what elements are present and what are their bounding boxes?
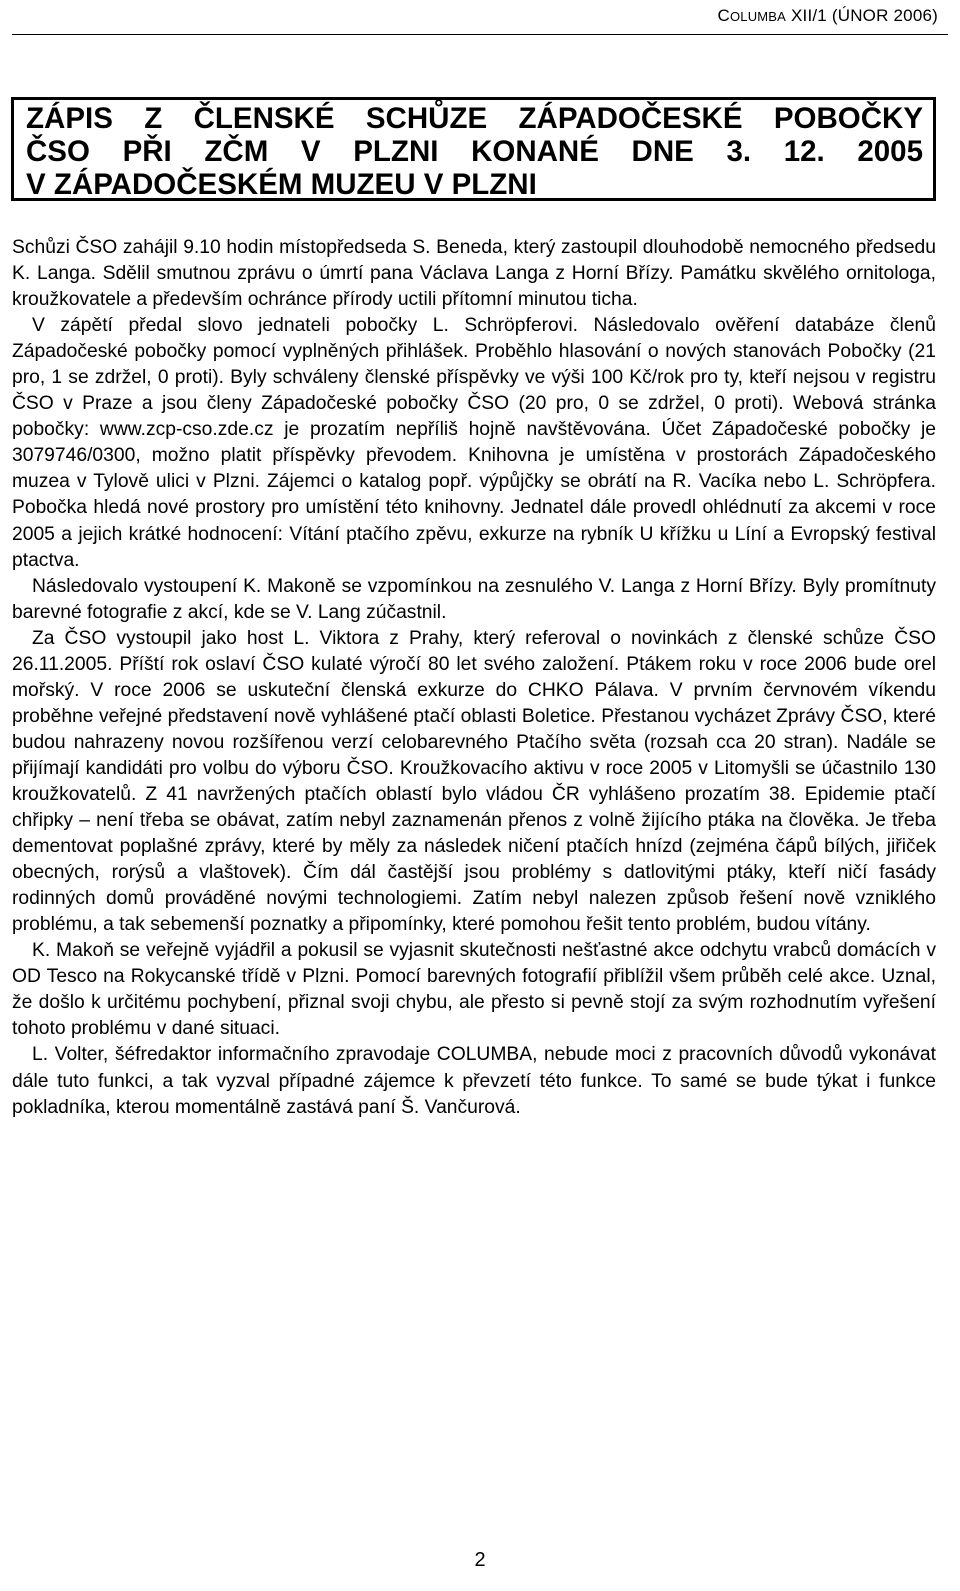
title-line-2: ČSO PŘI ZČM V PLZNI KONANÉ DNE 3. 12. 2005 [26,135,923,168]
paragraph-makon-statement: K. Makoň se veřejně vyjádřil a pokusil se vyjasnit skutečnosti nešťastné akce odchytu vrabců domácích v OD Tesco na Rokycanské třídě v Plzni. Pomocí barevných fotografií přiblížil všem průběh celé akce. Uznal, že došlo k určitému pochybení, přiznal svoji chybu, ale přesto si pevně stojí za svým rozhodnutím vyřešení tohoto problému v dané situaci. [12,940,936,1040]
paragraph-secretary-report: V zápětí předal slovo jednateli pobočky L. Schröpferovi. Následovalo ověření databáze členů Západočeské pobočky pomocí vyplněných přihlášek. Proběhlo hlasování o nových stanovách Pobočky (21 pro, 1 se zdržel, 0 proti). Byly schváleny členské příspěvky ve výši 100 Kč/rok pro ty, kteří nejsou v registru ČSO v Praze a jsou členy Západočeské pobočky ČSO (20 pro, 0 se zdržel, 0 proti). Webová stránka pobočky: www.zcp-cso.zde.cz je prozatím nepříliš hojně navštěvována. Účet Západočeské pobočky je 3079746/0300, možno platit příspěvky převodem. Knihovna je umístěna v prostorách Západočeského muzea v Tylově ulici v Plzni. Zájemci o katalog popř. výpůjčky se obrátí na R. Vacíka nebo L. Schröpfera. Pobočka hledá nové prostory pro umístění této knihovny. Jednatel dále provedl ohlédnutí za akcemi v roce 2005 a jejich krátké hodnocení: Vítání ptačího zpěvu, exkurze na rybník U křížku u Líní a Evropský festival ptactva. [12,315,936,571]
issue-info: XII/1 (ÚNOR 2006) [786,6,938,25]
paragraph-makon-memorial: Následovalo vystoupení K. Makoně se vzpomínkou na zesnulého V. Langa z Horní Břízy. Byly promítnuty barevné fotografie z akcí, kde se V. Lang zúčastnil. [12,575,936,623]
paragraph-opening: Schůzi ČSO zahájil 9.10 hodin místopředseda S. Beneda, který zastoupil dlouhodobě nemocného předsedu K. Langa. Sdělil smutnou zprávu o úmrtí pana Václava Langa z Horní Břízy. Památku skvělého ornitologa, kroužkovatele a především ochránce přírody uctili přítomní minutou ticha. [12,237,936,311]
paragraph-guest-viktora: Za ČSO vystoupil jako host L. Viktora z Prahy, který referoval o novinkách z členské schůze ČSO 26.11.2005. Příští rok oslaví ČSO kulaté výročí 80 let svého založení. Ptákem roku v roce 2006 bude orel mořský. V roce 2006 se uskuteční členská exkurze do CHKO Pálava. V prvním červnovém víkendu proběhne veřejné představení nově vyhlášené ptačí oblasti Boletice. Přestanou vycházet Zprávy ČSO, které budou nahrazeny novou rozšířenou verzí celobarevného Ptačího světa (rozsah cca 20 stran). Nadále se přijímají kandidáti pro volbu do výboru ČSO. Kroužkovacího aktivu v roce 2005 v Litomyšli se účastnilo 130 kroužkovatelů. Z 41 navržených ptačích oblastí bylo vládou ČR vyhlášeno prozatím 38. Epidemie ptačí chřipky – není třeba se obávat, zatím nebyl zaznamenán přenos z volně žijícího ptáka na člověka. Je třeba dementovat poplašné zprávy, které by měly za následek ničení ptačích hnízd (zejména čápů bílých, jiřiček obecných, rorýsů a vlaštovek). Čím dál častější jsou problémy s datlovitými ptáky, kteří ničí fasády rodinných domů prováděné novými technologiemi. Zatím nebyl nalezen způsob řešení nově vzniklého problému, a tak sebemenší poznatky a připomínky, které pomohou řešit tento problém, budou vítány. [12,627,936,936]
running-header [717,6,938,26]
title-line-3: V ZÁPADOČESKÉM MUZEU V PLZNI [26,168,537,201]
title-box [11,97,936,201]
journal-initial: C [717,6,730,25]
paragraph-volter: L. Volter, šéfredaktor informačního zpravodaje COLUMBA, nebude moci z pracovních důvodů vykonávat dále tuto funkci, a tak vyzval případné zájemce k převzetí této funkce. To samé se bude týkat i funkce pokladníka, kterou momentálně zastává paní Š. Vančurová. [12,1044,936,1118]
header-rule [12,34,948,35]
article-body [12,235,936,1121]
title-line-1: ZÁPIS Z ČLENSKÉ SCHŮZE ZÁPADOČESKÉ POBOČKY [26,102,923,135]
journal-name: OLUMBA [729,9,787,24]
page-number: 2 [474,1549,486,1571]
